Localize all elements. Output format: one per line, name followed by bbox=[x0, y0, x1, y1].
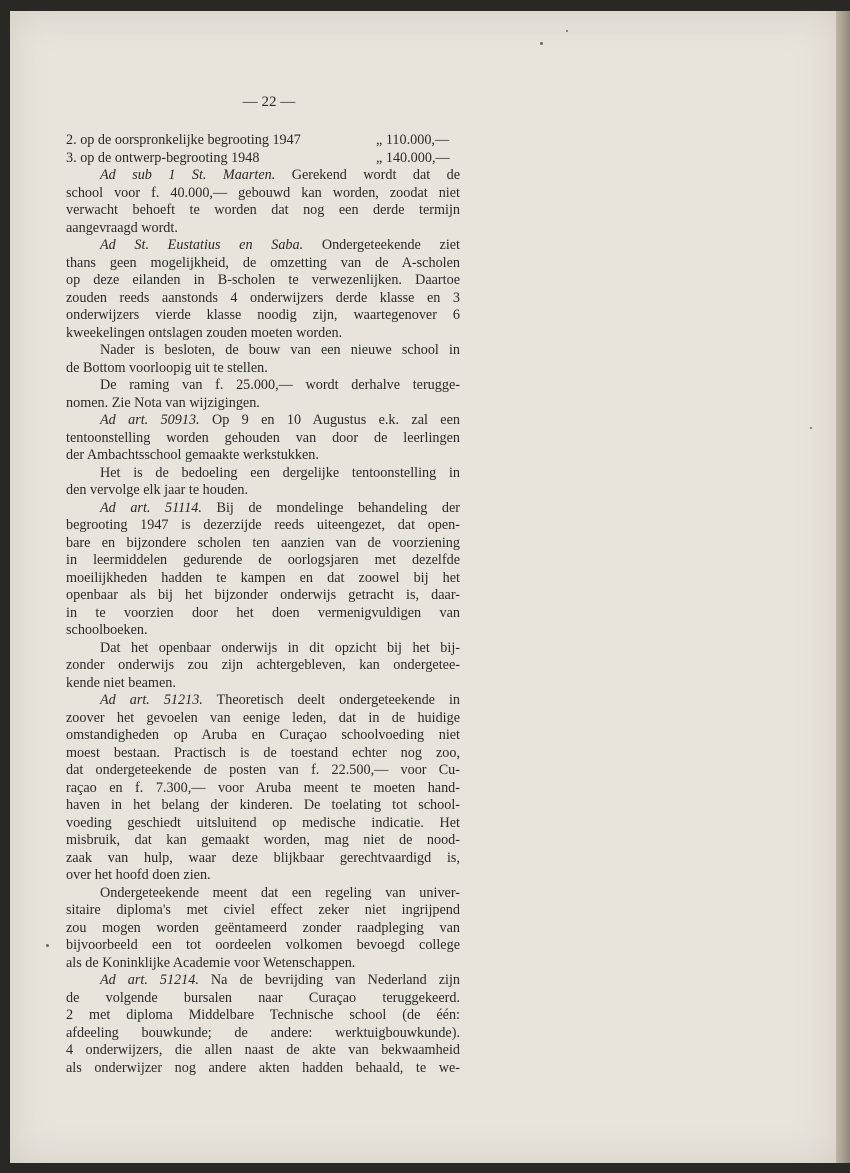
text-line: De raming van f. 25.000,— wordt derhalve terugge- bbox=[100, 377, 460, 393]
budget-row bbox=[66, 150, 460, 168]
text-line: onderwijzers vierde klasse noodig zijn, waartegenover 6 bbox=[66, 307, 460, 323]
paper-speck bbox=[540, 42, 543, 45]
text-line: afdeeling bouwkunde; de andere: werktuigbouwkunde). bbox=[66, 1024, 460, 1041]
section-heading-line bbox=[66, 500, 460, 518]
text-line: Dat het openbaar onderwijs in dit opzicht bij het bij- bbox=[100, 639, 460, 656]
text-line: over het hoofd doen zien. bbox=[66, 867, 211, 883]
article-reference: Ad sub 1 St. Maarten. bbox=[100, 167, 276, 183]
section-heading-line bbox=[66, 412, 460, 430]
section-heading-line bbox=[66, 167, 460, 185]
text-line: dat ondergeteekende de posten van f. 22.500,— voor Cu- bbox=[66, 762, 460, 778]
budget-row bbox=[66, 132, 460, 150]
text-line: bare en bijzondere scholen ten aanzien van de voorziening bbox=[66, 534, 460, 551]
text-line: thans geen mogelijkheid, de omzetting van de A-scholen bbox=[66, 254, 460, 271]
text-line: zou mogen worden geëntameerd zonder raadpleging van bbox=[66, 919, 460, 936]
page-edge bbox=[836, 11, 850, 1163]
text-line: school voor f. 40.000,— gebouwd kan worden, zoodat niet bbox=[66, 184, 460, 201]
text-line: in te voorzien door het doen vermenigvuldigen van bbox=[66, 604, 460, 621]
text-line: kweekelingen ontslagen zouden moeten worden. bbox=[66, 324, 343, 341]
body-text bbox=[66, 132, 460, 1077]
budget-row-label: 2. op de oorspronkelijke begrooting 1947 bbox=[66, 132, 301, 148]
article-reference: Ad art. 51213. bbox=[100, 692, 203, 708]
text-line: verwacht behoeft te worden dat nog een derde termijn bbox=[66, 202, 460, 218]
text-line: op deze eilanden in B-scholen te verwezenlijken. Daartoe bbox=[66, 272, 460, 288]
budget-row-amount: „ 110.000,— bbox=[376, 132, 450, 148]
text-line: haven in het belang der kinderen. De toelating tot school- bbox=[66, 797, 460, 813]
text-line: zoover het gevoelen van eenige leden, dat in de huidige bbox=[66, 709, 460, 726]
article-reference: Ad St. Eustatius en Saba. bbox=[100, 237, 304, 253]
section-heading-line bbox=[66, 692, 460, 710]
text-line: misbruik, dat kan gemaakt worden, mag niet de nood- bbox=[66, 832, 460, 848]
text-line: begrooting 1947 is dezerzijde reeds uiteengezet, dat open- bbox=[66, 517, 460, 533]
article-reference: Ad art. 51214. bbox=[100, 972, 199, 988]
text-line: voeding geschiedt uitsluitend op medische indicatie. Het bbox=[66, 814, 460, 831]
text-line: Theoretisch deelt ondergeteekende in bbox=[216, 692, 460, 708]
paper-speck bbox=[46, 944, 49, 947]
text-line: nomen. Zie Nota van wijzigingen. bbox=[66, 394, 260, 411]
text-line: raçao en f. 7.300,— voor Aruba meent te moeten hand- bbox=[66, 779, 460, 796]
text-line: moeilijkheden hadden te kampen en dat zoowel bij het bbox=[66, 569, 460, 586]
text-line: 2 met diploma Middelbare Technische school (de één: bbox=[66, 1007, 460, 1023]
text-line: zonder onderwijs zou zijn achtergebleven, kan ondergetee- bbox=[66, 657, 460, 673]
text-line: de Bottom voorloopig uit te stellen. bbox=[66, 359, 268, 376]
paper-speck bbox=[566, 30, 568, 32]
text-line: Nader is besloten, de bouw van een nieuwe school in bbox=[100, 342, 460, 358]
text-line: Ondergeteekende ziet bbox=[321, 237, 460, 253]
text-line: de volgende bursalen naar Curaçao teruggekeerd. bbox=[66, 989, 460, 1006]
section-heading-line bbox=[66, 972, 460, 990]
text-line: aangevraagd wordt. bbox=[66, 219, 178, 236]
page-number: — 22 — bbox=[242, 94, 296, 110]
text-line: Gerekend wordt dat de bbox=[291, 167, 461, 183]
text-line: Bij de mondelinge behandeling der bbox=[216, 499, 460, 516]
budget-row-amount: „ 140.000,— bbox=[376, 149, 450, 166]
text-line: openbaar als bij het bijzonder onderwijs getracht is, daar- bbox=[66, 587, 460, 603]
text-line: in leermiddelen gedurende de oorlogsjaren met dezelfde bbox=[66, 552, 460, 568]
text-line: bijvoorbeeld een tot oordeelen volkomen bevoegd college bbox=[66, 937, 460, 953]
text-line: den vervolge elk jaar te houden. bbox=[66, 482, 248, 498]
text-line: Ondergeteekende meent dat een regeling van univer- bbox=[100, 884, 460, 901]
text-line: zouden reeds aanstonds 4 onderwijzers derde klasse en 3 bbox=[66, 289, 460, 306]
text-line: sitaire diploma's met civiel effect zeker niet ingrijpend bbox=[66, 902, 460, 918]
text-line: als onderwijzer nog andere akten hadden behaald, te we- bbox=[66, 1059, 460, 1076]
article-reference: Ad art. 51114. bbox=[100, 499, 202, 516]
text-line: tentoonstelling worden gehouden van door de leerlingen bbox=[66, 429, 460, 446]
text-line: als de Koninklijke Academie voor Wetenschappen. bbox=[66, 954, 356, 971]
text-line: moest bestaan. Practisch is de toestand echter nog zoo, bbox=[66, 744, 460, 761]
text-line: schoolboeken. bbox=[66, 622, 148, 638]
text-line: Het is de bedoeling een dergelijke tentoonstelling in bbox=[100, 464, 460, 481]
text-line: Na de bevrijding van Nederland zijn bbox=[210, 972, 461, 988]
article-reference: Ad art. 50913. bbox=[100, 412, 200, 428]
paper-speck bbox=[810, 427, 812, 429]
text-line: der Ambachtsschool gemaakte werkstukken. bbox=[66, 447, 319, 463]
budget-row-label: 3. op de ontwerp-begrooting 1948 bbox=[66, 149, 260, 166]
text-line: 4 onderwijzers, die allen naast de akte van bekwaamheid bbox=[66, 1042, 460, 1058]
text-line: omstandigheden op Aruba en Curaçao schoolvoeding niet bbox=[66, 727, 460, 743]
text-line: Op 9 en 10 Augustus e.k. zal een bbox=[211, 412, 460, 428]
text-line: zaak van hulp, waar deze blijkbaar gerechtvaardigd is, bbox=[66, 849, 460, 866]
section-heading-line bbox=[66, 237, 460, 255]
text-line: kende niet beamen. bbox=[66, 674, 176, 691]
